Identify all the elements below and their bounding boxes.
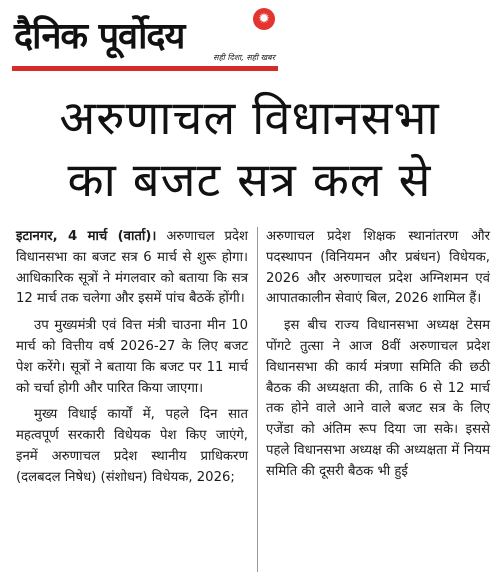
- article-paragraph: [16, 227, 248, 310]
- article-column-right: [266, 227, 490, 489]
- sun-emblem-icon: ✹: [253, 8, 275, 30]
- newspaper-logo: दैनिक पूर्वोदय: [14, 15, 185, 57]
- article-paragraph: मुख्य विधाई कार्यों में, पहले दिन सात महत्वपूर्ण सरकारी विधेयक पेश किए जाएंगे, इनमें अरुणाचल प्रदेश स्थानीय प्राधिकरण (दलबदल निषेध) (संशोधन) विधेयक, 2026;: [16, 407, 248, 485]
- masthead-red-rule: [12, 66, 278, 71]
- column-divider: [257, 227, 258, 572]
- article-paragraph-text: अरुणाचल प्रदेश विधानसभा का बजट सत्र 6 मार्च से शुरू होगा। आधिकारिक सूत्रों ने मंगलवार को बताया कि सत्र 12 मार्च तक चलेगा और इसमें पांच बैठकें होंगी।: [16, 229, 248, 307]
- article-paragraph: उप मुख्यमंत्री एवं वित्त मंत्री चाउना मीन 10 मार्च को वित्तीय वर्ष 2026-27 के लिए बजट पेश करेंगे। सूत्रों ने बताया कि बजट पर 11 मार्च को चर्चा होगी और पारित किया जाएगा।: [16, 318, 248, 396]
- masthead-tagline: सही दिशा, सही खबर: [213, 53, 275, 62]
- article-paragraph: इस बीच राज्य विधानसभा अध्यक्ष टेसम पोंगटे तुत्सा ने आज 8वीं अरुणाचल प्रदेश विधानसभा की कार्य मंत्रणा समिति की छठी बैठक की अध्यक्षता की, ताकि 6 से 12 मार्च तक होने वाले आने वाले बजट सत्र के लिए एजेंडा को अंतिम रूप दिया जा सके। इससे पहले विधानसभा अध्यक्ष की अध्यक्षता में नियम समिति की दूसरी बैठक भी हुई: [266, 318, 490, 479]
- article-paragraph: अरुणाचल प्रदेश शिक्षक स्थानांतरण और पदस्थापन (विनियमन और प्रबंधन) विधेयक, 2026 और अरुणाचल प्रदेश अग्निशमन एवं आपातकालीन सेवाएं बिल, 2026 शामिल हैं।: [266, 229, 490, 307]
- article-dateline: इटानगर, 4 मार्च (वार्ता)।: [16, 229, 157, 244]
- article-headline: [0, 88, 499, 212]
- headline-line-1: अरुणाचल विधानसभा: [59, 91, 440, 146]
- masthead: [0, 0, 499, 78]
- headline-line-2: का बजट सत्र कल से: [67, 153, 432, 208]
- article-column-left: [16, 227, 248, 495]
